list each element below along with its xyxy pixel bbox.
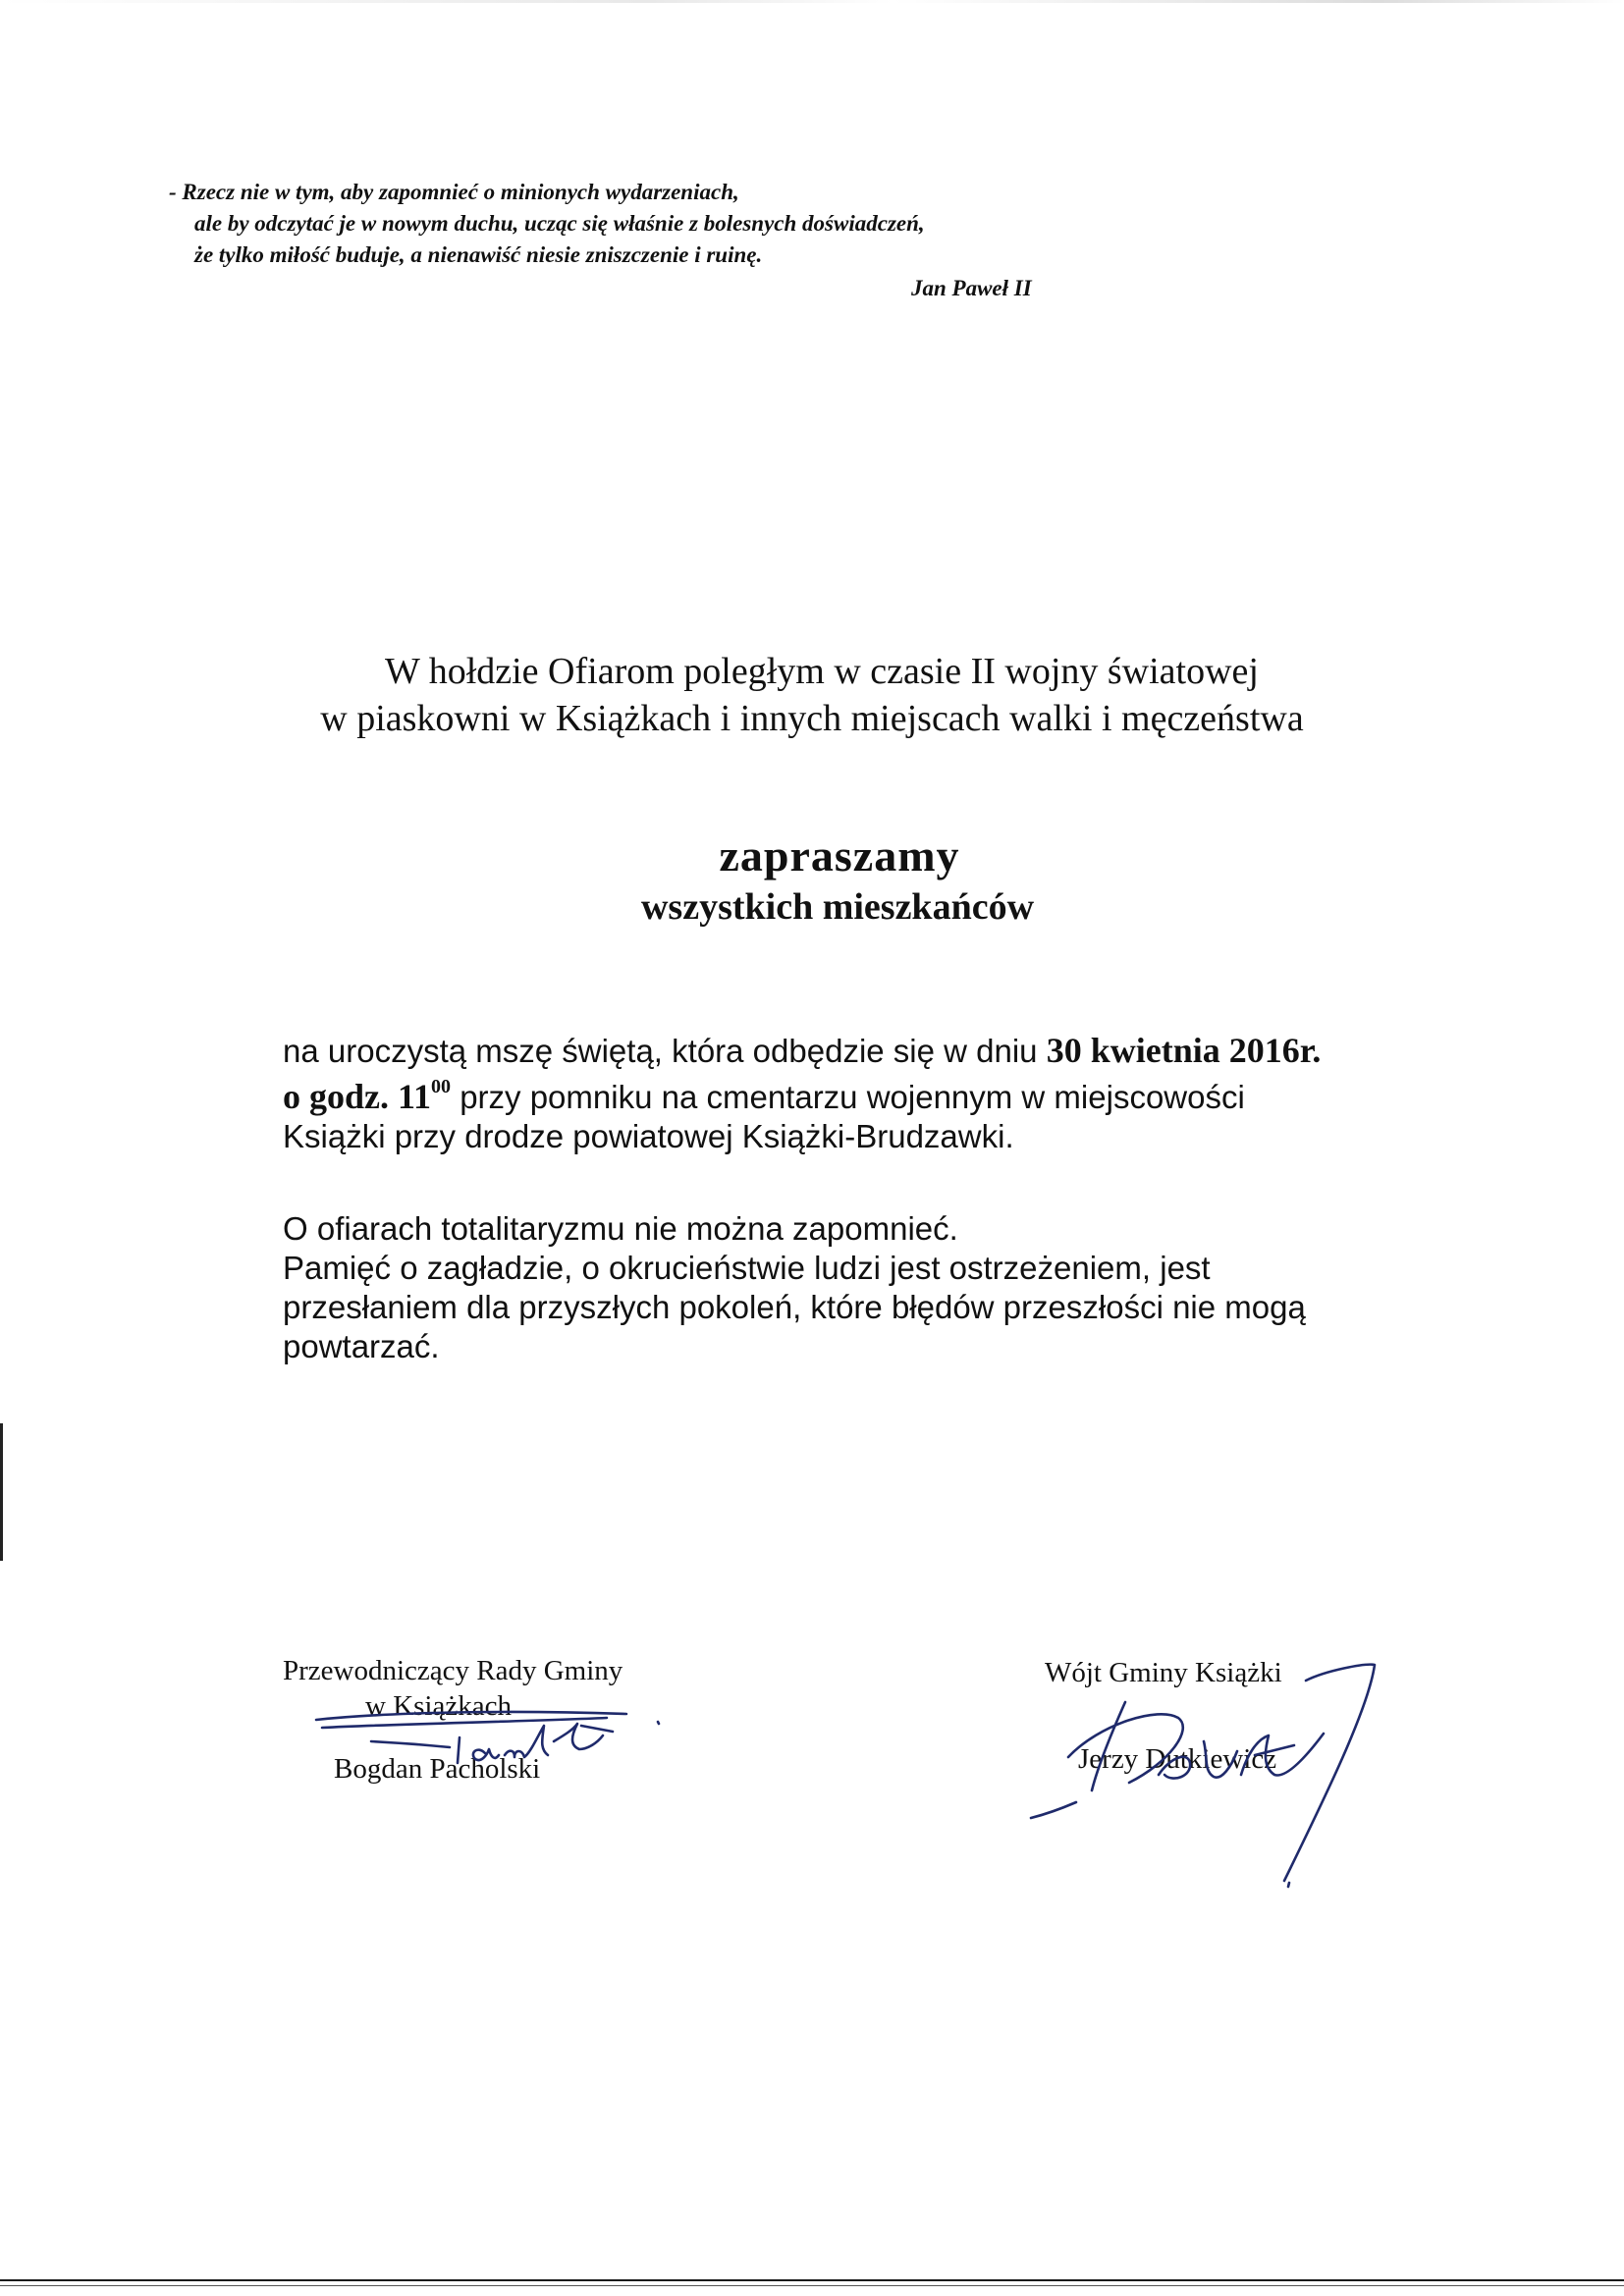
handwritten-signature-right (1011, 1649, 1384, 1895)
motto-line: - Rzecz nie w tym, aby zapomnieć o minionych wydarzeniach, (169, 180, 739, 204)
scan-edge-top (0, 0, 1624, 3)
event-details-line: Książki przy drodze powiatowej Książki-Brudzawki. (283, 1118, 1014, 1154)
closing-line: O ofiarach totalitaryzmu nie można zapomnieć. (283, 1210, 958, 1247)
signatory-title: w Książkach (365, 1690, 512, 1722)
handwritten-signature-left (312, 1706, 666, 1785)
closing-paragraph (283, 1209, 1412, 1366)
event-details-line (283, 1031, 1412, 1071)
motto-line: że tylko miłość buduje, a nienawiść niesie zniszczenie i ruinę. (194, 242, 763, 267)
motto-line: ale by odczytać je w nowym duchu, ucząc się właśnie z bolesnych doświadczeń, (194, 211, 925, 236)
event-details (283, 1031, 1412, 1156)
event-time: o godz. 11 (283, 1077, 432, 1116)
dedication-line: W hołdzie Ofiarom poległym w czasie II wojny światowej (385, 651, 1259, 692)
signatory-title: Wójt Gminy Książki (1045, 1657, 1282, 1688)
scan-edge-bottom-secondary (0, 2285, 1624, 2286)
closing-line: powtarzać. (283, 1328, 440, 1364)
event-time-minutes: 00 (431, 1076, 452, 1097)
invitation-subheading: wszystkich mieszkańców (640, 886, 1035, 928)
invitation-heading: zapraszamy (719, 830, 960, 881)
motto-quote (169, 177, 1151, 304)
signatory-name: Bogdan Pacholski (334, 1753, 541, 1785)
dedication (0, 648, 1624, 742)
scan-edge-bottom (0, 2279, 1624, 2281)
event-location-text: przy pomniku na cmentarzu wojennym w miejscowości (460, 1079, 1245, 1115)
scan-edge-left (0, 1423, 3, 1561)
invitation (0, 828, 1624, 931)
event-details-line (283, 1071, 1412, 1117)
closing-line: przesłaniem dla przyszłych pokoleń, które błędów przeszłości nie mogą (283, 1289, 1306, 1325)
signatory-name: Jerzy Dutkiewicz (1078, 1743, 1277, 1775)
event-date: 30 kwietnia 2016r. (1046, 1031, 1322, 1070)
signatory-title: Przewodniczący Rady Gminy (283, 1655, 623, 1686)
dedication-line: w piaskowni w Książkach i innych miejscach walki i męczeństwa (320, 698, 1304, 739)
event-intro-text: na uroczystą mszę świętą, która odbędzie się w dniu (283, 1033, 1047, 1069)
closing-line: Pamięć o zagładzie, o okrucieństwie ludzi jest ostrzeżeniem, jest (283, 1250, 1211, 1286)
motto-author: Jan Paweł II (911, 276, 1032, 300)
